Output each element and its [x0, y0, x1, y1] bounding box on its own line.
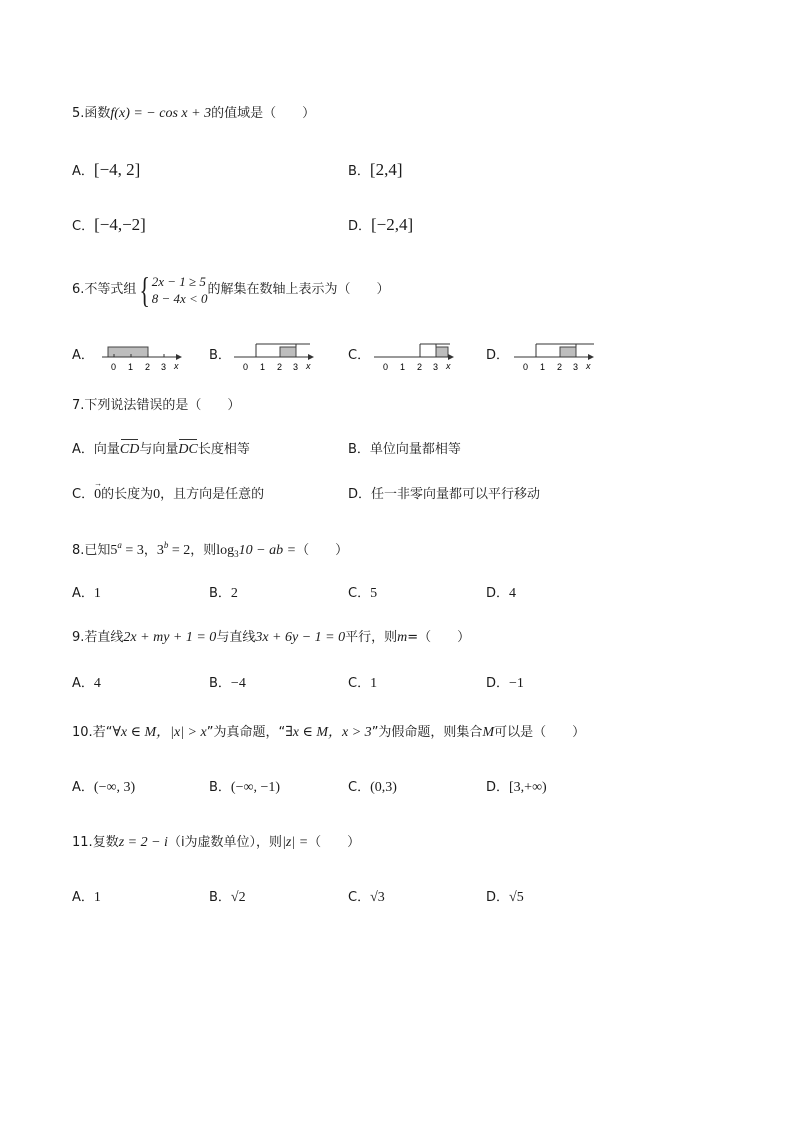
option-text: 向量 [93, 442, 120, 457]
option-b[interactable] [209, 584, 238, 604]
number-line-d [512, 340, 602, 374]
option-value: √2 [230, 890, 246, 905]
option-letter: B． [209, 586, 231, 601]
question-7 [72, 396, 240, 416]
line-equation-2: 3x + 6y − 1 = 0 [255, 630, 346, 645]
math-expression: z = 2 − i [118, 835, 168, 850]
option-value: 1 [370, 676, 378, 691]
question-6 [72, 270, 390, 310]
option-letter: D． [348, 487, 372, 502]
option-value: [−4, 2] [93, 160, 141, 179]
option-b[interactable] [209, 778, 280, 798]
option-value: √5 [509, 890, 524, 905]
option-a[interactable] [72, 160, 140, 182]
question-text: （i为虚数单位），则 [167, 835, 283, 850]
zero-vector: → 0 [94, 485, 101, 505]
question-text: （ ） [296, 543, 349, 558]
option-value: (−∞, −1) [230, 780, 281, 795]
option-value: −1 [509, 676, 524, 691]
option-value: [3,+∞) [509, 780, 547, 795]
math-expression: |z| = [282, 835, 309, 850]
tick-label: 0 [111, 362, 117, 372]
option-c[interactable] [348, 584, 377, 604]
tick-label: 2 [417, 362, 423, 372]
option-letter: C． [348, 780, 371, 795]
line-equation-1: 2x + my + 1 = 0 [123, 630, 217, 645]
axis-variable: x [174, 361, 179, 371]
option-d[interactable] [486, 674, 524, 694]
tick-label: 2 [145, 362, 151, 372]
question-text: ， [143, 543, 157, 558]
axis-variable: x [586, 361, 591, 371]
option-value: √3 [370, 890, 385, 905]
option-c[interactable] [348, 346, 370, 366]
axis-arrow [308, 354, 314, 360]
vector-cd: CD [120, 440, 139, 460]
question-text: 若直线 [84, 630, 124, 645]
shaded-region [560, 347, 576, 357]
inequality-row: 2x − 1 ≥ 5 [151, 273, 206, 289]
option-d[interactable] [486, 888, 524, 908]
math-expression: ∀x ∈ M，|x| > x [112, 725, 207, 740]
inequality-row: 8 − 4x < 0 [151, 290, 208, 306]
shaded-region [436, 347, 448, 357]
math-expression: f(x) = − cos x + 3 [110, 106, 212, 121]
tick-label: 1 [260, 362, 266, 372]
option-value: 4 [509, 586, 517, 601]
option-c[interactable] [348, 888, 385, 908]
math-expression: ∃x ∈ M，x > 3 [285, 725, 372, 740]
option-value: 2 [230, 586, 238, 601]
option-text: 任一非零向量都可以平行移动 [371, 487, 541, 502]
option-text: 长度相等 [197, 442, 250, 457]
tick-label: 0 [243, 362, 249, 372]
math-variable: m [397, 630, 408, 645]
math-expression: 5 [110, 543, 118, 558]
axis-arrow [176, 354, 182, 360]
option-letter: C． [72, 219, 95, 234]
axis-variable: x [446, 361, 451, 371]
option-letter: B． [209, 890, 231, 905]
option-letter: A． [72, 586, 94, 601]
option-c[interactable] [72, 215, 146, 237]
option-d[interactable] [348, 485, 540, 505]
question-5 [72, 104, 315, 124]
option-b[interactable] [348, 160, 403, 182]
option-letter: A． [72, 348, 94, 363]
question-text: 下列说法错误的是（ ） [84, 398, 241, 413]
question-text: 函数 [84, 106, 111, 121]
option-letter: D． [486, 890, 510, 905]
tick-label: 3 [293, 362, 299, 372]
brace-glyph: { [139, 269, 151, 310]
question-10 [72, 723, 585, 743]
option-letter: A． [72, 780, 94, 795]
option-d[interactable] [486, 778, 547, 798]
question-text: =（ ） [407, 630, 471, 645]
tick-label: 1 [400, 362, 406, 372]
option-a[interactable] [72, 888, 101, 908]
math-expression: log [216, 543, 235, 558]
option-letter: B． [209, 780, 231, 795]
vector-dc: DC [178, 440, 197, 460]
number-line-c [372, 340, 462, 374]
option-letter: A． [72, 890, 94, 905]
option-d[interactable] [486, 584, 516, 604]
inequality-system [136, 269, 208, 310]
tick-label: 3 [161, 362, 167, 372]
tick-label: 0 [523, 362, 529, 372]
question-text: 已知 [84, 543, 111, 558]
option-a[interactable] [72, 440, 250, 460]
option-letter: D． [486, 676, 510, 691]
tick-label: 2 [557, 362, 563, 372]
option-letter: A． [72, 164, 94, 179]
option-a[interactable] [72, 778, 135, 798]
question-number: 10. [72, 725, 93, 740]
math-variable: M [482, 725, 495, 740]
option-letter: D． [486, 780, 510, 795]
option-letter: B． [348, 164, 370, 179]
option-value: (−∞, 3) [93, 780, 136, 795]
option-c[interactable] [348, 674, 377, 694]
option-d[interactable] [486, 346, 509, 366]
option-b[interactable] [348, 440, 461, 460]
math-expression: 10 − ab = [238, 543, 297, 558]
tick-label: 1 [128, 362, 134, 372]
option-letter: C． [348, 348, 371, 363]
math-value: 0 [153, 487, 161, 502]
option-letter: B． [209, 348, 231, 363]
option-value: [−2,4] [371, 215, 414, 234]
axis-arrow [448, 354, 454, 360]
question-text: 可以是（ ） [494, 725, 586, 740]
option-c[interactable] [348, 778, 397, 798]
option-c[interactable] [72, 485, 264, 505]
axis-variable: x [306, 361, 311, 371]
question-text: 的值域是（ ） [211, 106, 316, 121]
tick-label: 0 [383, 362, 389, 372]
axis-arrow [588, 354, 594, 360]
option-letter: B． [348, 442, 370, 457]
question-text: ，则 [190, 543, 217, 558]
question-text: （ ） [308, 835, 361, 850]
question-text: 平行，则 [345, 630, 398, 645]
option-text: 单位向量都相等 [369, 442, 461, 457]
option-value: 5 [370, 586, 378, 601]
option-letter: D． [486, 586, 510, 601]
option-value: [−4,−2] [94, 215, 146, 234]
option-letter: C． [348, 890, 371, 905]
option-letter: C． [348, 676, 371, 691]
question-8 [72, 535, 348, 564]
tick-label: 3 [433, 362, 439, 372]
question-text: ”为真命题，“ [206, 725, 286, 740]
option-letter: D． [348, 219, 372, 234]
option-letter: D． [486, 348, 510, 363]
option-a[interactable] [72, 346, 94, 366]
option-text: ，且方向是任意的 [160, 487, 265, 502]
option-letter: A． [72, 442, 94, 457]
option-d[interactable] [348, 215, 413, 237]
option-letter: C． [348, 586, 371, 601]
question-text: 与直线 [216, 630, 256, 645]
number-line-a [100, 340, 190, 374]
exponent: a [117, 540, 122, 550]
question-number: 8. [72, 543, 85, 558]
option-b[interactable] [209, 888, 246, 908]
question-text: 的解集在数轴上表示为（ ） [207, 282, 390, 297]
option-letter: C． [72, 487, 95, 502]
option-a[interactable] [72, 584, 101, 604]
tick-label: 1 [540, 362, 546, 372]
option-value: 1 [93, 890, 101, 905]
exponent: b [163, 540, 169, 550]
question-11 [72, 833, 360, 853]
option-letter: A． [72, 676, 94, 691]
option-letter: B． [209, 676, 231, 691]
question-number: 7. [72, 398, 85, 413]
option-value: [2,4] [369, 160, 403, 179]
question-text: 若“ [92, 725, 113, 740]
option-value: −4 [230, 676, 246, 691]
log-base: 3 [234, 549, 239, 559]
math-expression: 3 [156, 543, 164, 558]
option-b[interactable] [209, 674, 246, 694]
math-expression: = 2 [168, 543, 191, 558]
option-text: 与向量 [139, 442, 179, 457]
question-number: 9. [72, 630, 85, 645]
option-value: 1 [93, 586, 101, 601]
question-number: 6. [72, 282, 85, 297]
option-value: (0,3) [370, 780, 397, 795]
option-a[interactable] [72, 674, 101, 694]
option-value: 4 [93, 676, 101, 691]
math-expression: = 3 [121, 543, 144, 558]
question-number: 11. [72, 835, 93, 850]
tick-label: 2 [277, 362, 283, 372]
question-text: 不等式组 [84, 282, 137, 297]
tick-label: 3 [573, 362, 579, 372]
option-b[interactable] [209, 346, 231, 366]
question-text: 复数 [92, 835, 119, 850]
question-text: ”为假命题，则集合 [371, 725, 483, 740]
number-line-b [232, 340, 322, 374]
shaded-region [280, 347, 296, 357]
option-text: 的长度为 [101, 487, 154, 502]
question-9 [72, 628, 470, 648]
question-number: 5. [72, 106, 85, 121]
